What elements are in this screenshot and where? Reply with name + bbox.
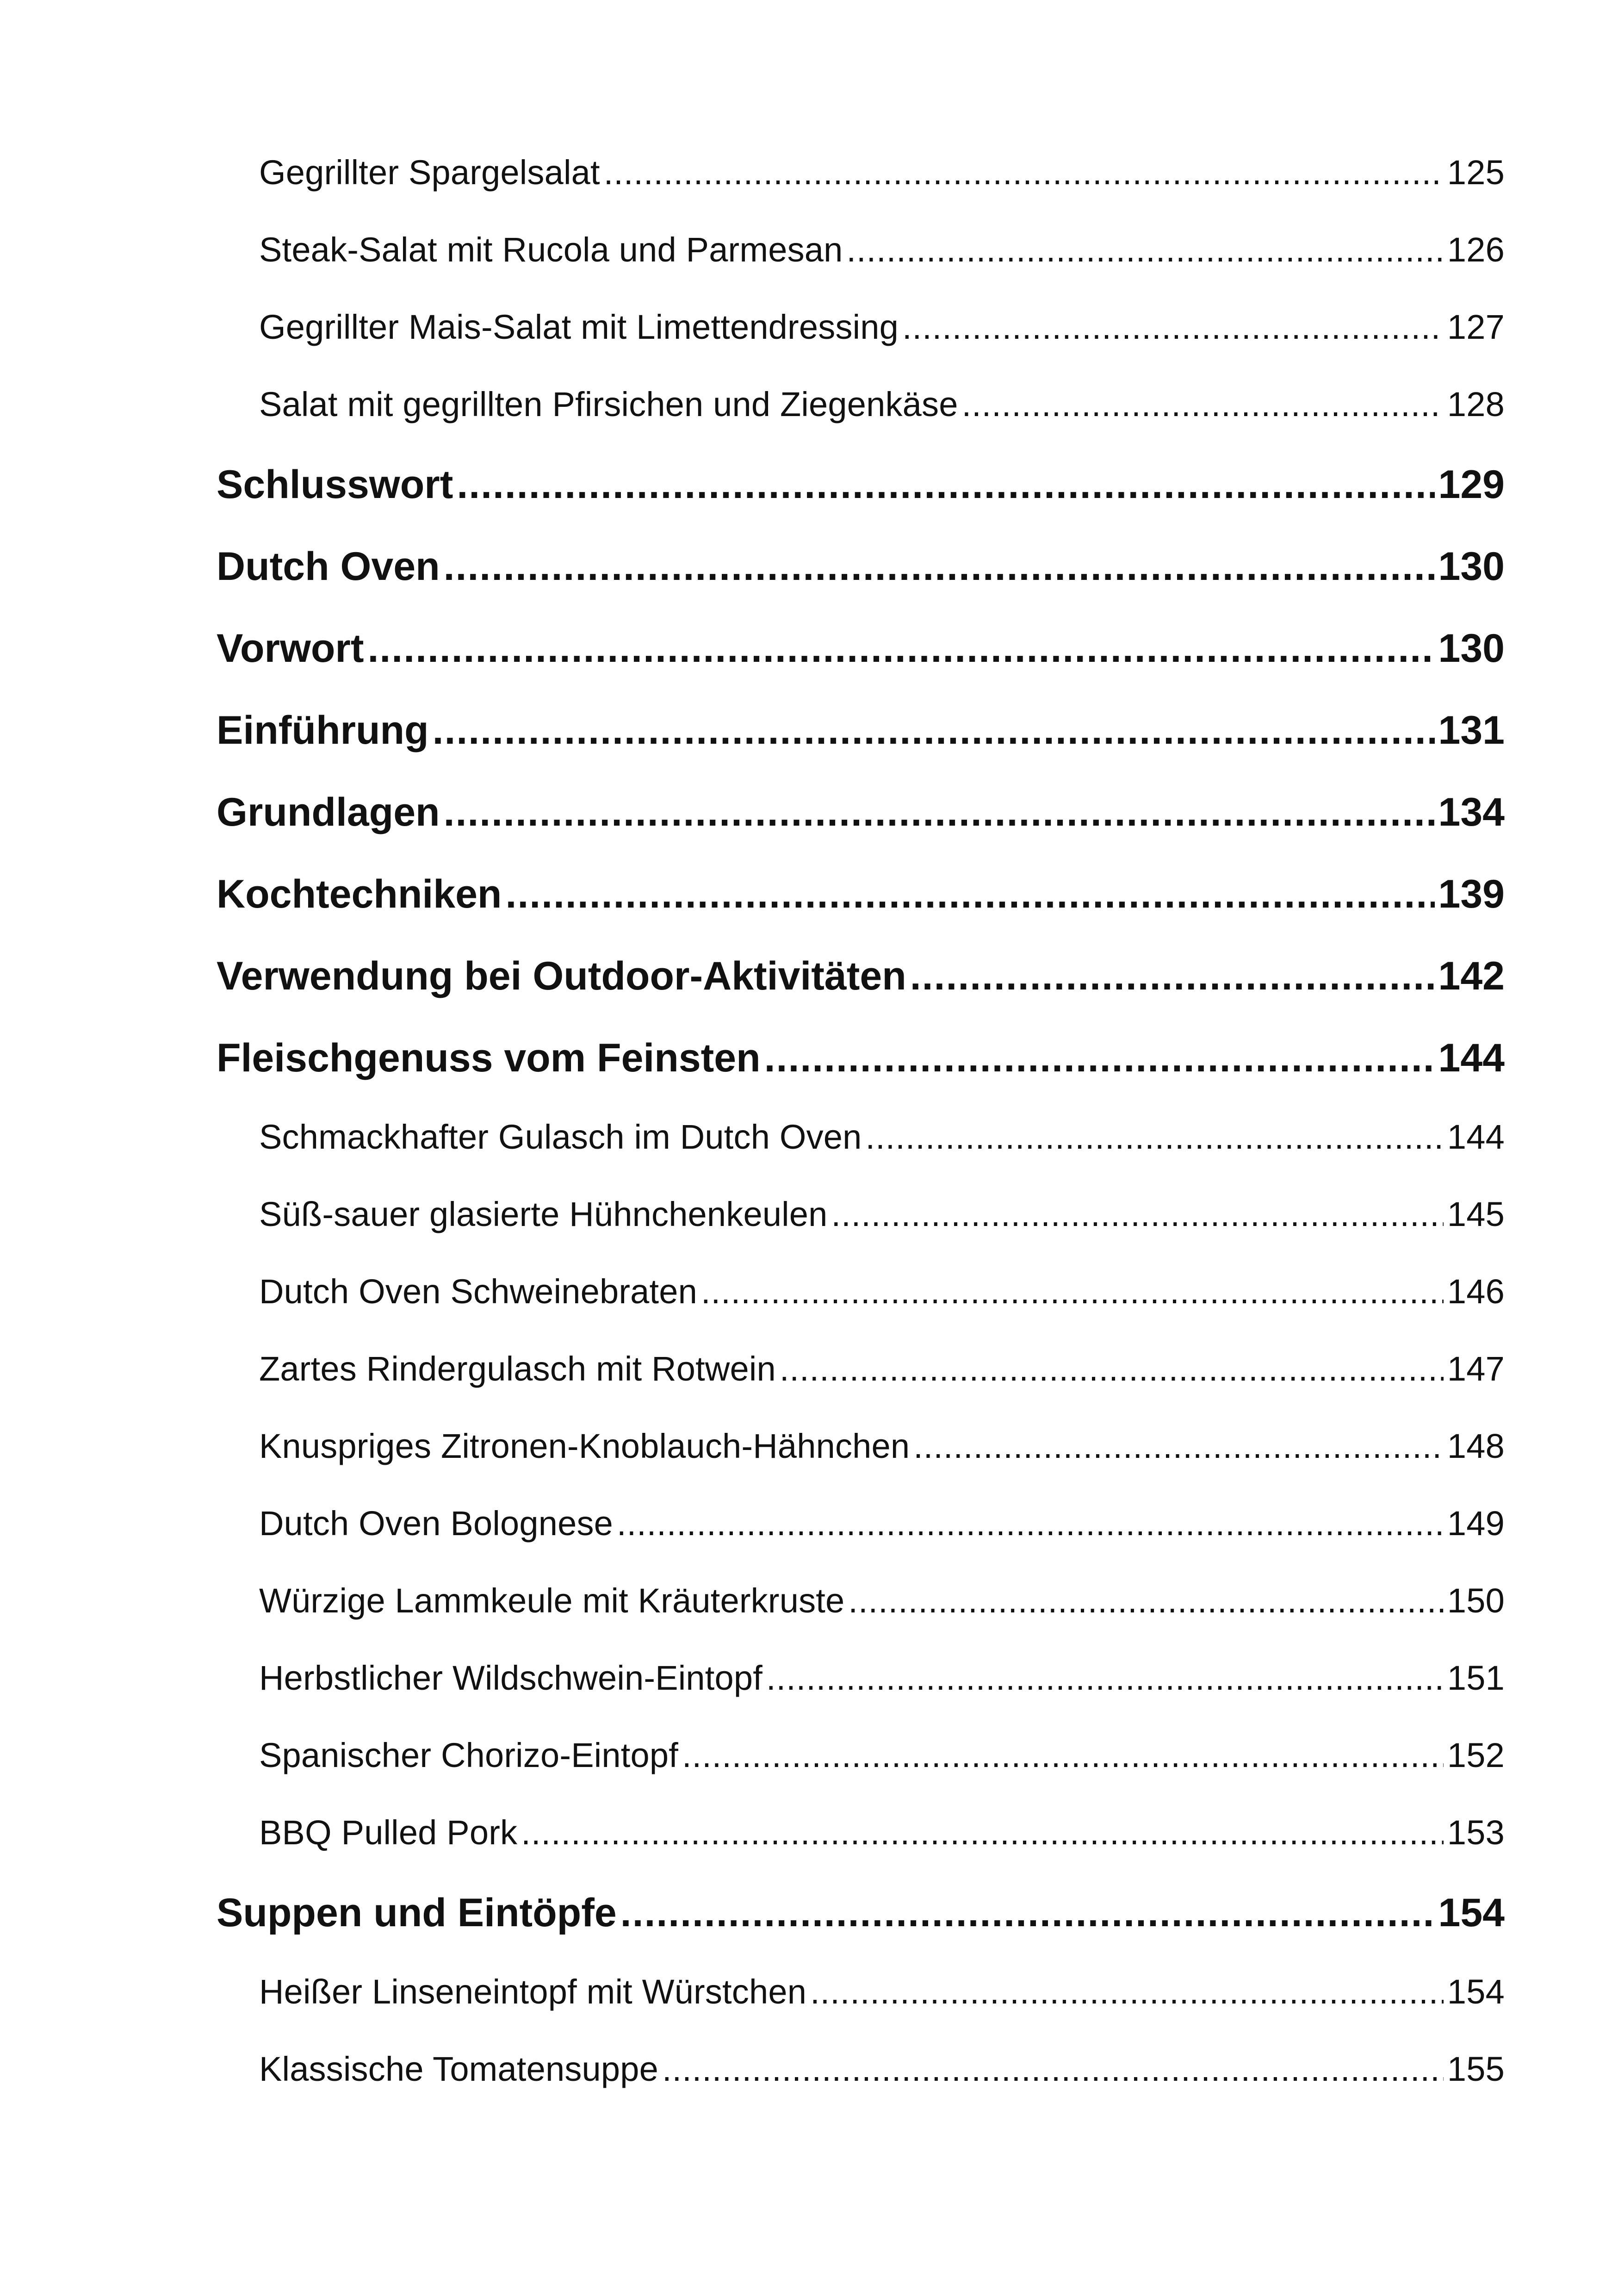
- toc-entry-title: Salat mit gegrillten Pfirsichen und Ziegenkäse: [259, 385, 958, 423]
- toc-dot-leader: [620, 1890, 1435, 1936]
- toc-entry-title: Würzige Lammkeule mit Kräuterkruste: [259, 1581, 845, 1620]
- toc-chapter-title: Fleischgenuss vom Feinsten: [217, 1036, 761, 1080]
- toc-dot-leader: [913, 1426, 1444, 1466]
- toc-chapter[interactable]: [217, 462, 1505, 544]
- toc-page-number: 145: [1447, 1195, 1505, 1233]
- toc-page-number: 134: [1438, 790, 1505, 834]
- toc-chapter-title: Kochtechniken: [217, 872, 502, 916]
- toc-chapter[interactable]: [217, 1035, 1505, 1117]
- toc-entry-title: Heißer Linseneintopf mit Würstchen: [259, 1972, 807, 2011]
- toc-dot-leader: [368, 626, 1435, 672]
- toc-dot-leader: [764, 1035, 1435, 1081]
- toc-entry[interactable]: [217, 1504, 1505, 1581]
- toc-entry-title: Zartes Rindergulasch mit Rotwein: [259, 1350, 776, 1388]
- toc-dot-leader: [617, 1504, 1444, 1543]
- toc-dot-leader: [682, 1736, 1444, 1775]
- toc-dot-leader: [831, 1195, 1444, 1234]
- toc-entry-title: Süß-sauer glasierte Hühnchenkeulen: [259, 1195, 828, 1233]
- toc-dot-leader: [847, 230, 1444, 269]
- toc-chapter-title: Dutch Oven: [217, 544, 440, 589]
- toc-entry[interactable]: [217, 385, 1505, 462]
- toc-entry[interactable]: [217, 1581, 1505, 1658]
- toc-entry[interactable]: [217, 1658, 1505, 1736]
- toc-chapter[interactable]: [217, 953, 1505, 1035]
- toc-page-number: 130: [1438, 626, 1505, 671]
- toc-entry-title: Dutch Oven Bolognese: [259, 1504, 614, 1543]
- toc-dot-leader: [866, 1117, 1444, 1157]
- toc-dot-leader: [457, 462, 1434, 508]
- toc-page-number: 153: [1447, 1813, 1505, 1852]
- toc-entry[interactable]: [217, 1736, 1505, 1813]
- toc-page-number: 129: [1438, 462, 1505, 507]
- toc-entry-title: Gegrillter Mais-Salat mit Limettendressing: [259, 308, 899, 346]
- toc-dot-leader: [433, 708, 1435, 753]
- toc-chapter[interactable]: [217, 871, 1505, 953]
- toc-entry-title: Schmackhafter Gulasch im Dutch Oven: [259, 1118, 862, 1156]
- toc-dot-leader: [701, 1272, 1444, 1311]
- toc-page-number: 150: [1447, 1581, 1505, 1620]
- toc-page-number: 149: [1447, 1504, 1505, 1543]
- toc-entry[interactable]: [217, 1272, 1505, 1349]
- toc-page-number: 127: [1447, 308, 1505, 346]
- toc-entry-title: Herbstlicher Wildschwein-Eintopf: [259, 1659, 763, 1697]
- toc-entry-title: Klassische Tomatensuppe: [259, 2050, 658, 2088]
- toc-page-number: 152: [1447, 1736, 1505, 1774]
- toc-entry[interactable]: [217, 153, 1505, 230]
- toc-page-number: 142: [1438, 954, 1505, 998]
- toc-entry-title: Spanischer Chorizo-Eintopf: [259, 1736, 678, 1774]
- table-of-contents: [217, 153, 1505, 2127]
- toc-chapter-title: Vorwort: [217, 626, 364, 671]
- toc-page-number: 126: [1447, 230, 1505, 269]
- toc-entry-title: Knuspriges Zitronen-Knoblauch-Hähnchen: [259, 1427, 910, 1465]
- toc-chapter[interactable]: [217, 790, 1505, 871]
- toc-chapter[interactable]: [217, 708, 1505, 790]
- toc-entry-title: BBQ Pulled Pork: [259, 1813, 518, 1852]
- toc-chapter[interactable]: [217, 544, 1505, 626]
- toc-chapter-title: Verwendung bei Outdoor-Aktivitäten: [217, 954, 906, 998]
- toc-chapter-title: Suppen und Eintöpfe: [217, 1891, 617, 1935]
- toc-page-number: 155: [1447, 2050, 1505, 2088]
- toc-entry[interactable]: [217, 307, 1505, 385]
- toc-dot-leader: [962, 385, 1444, 424]
- toc-page-number: 147: [1447, 1350, 1505, 1388]
- toc-page-number: 154: [1438, 1891, 1505, 1935]
- toc-entry[interactable]: [217, 1349, 1505, 1426]
- toc-chapter[interactable]: [217, 1890, 1505, 1972]
- toc-dot-leader: [810, 1972, 1444, 2011]
- toc-entry[interactable]: [217, 1426, 1505, 1504]
- toc-dot-leader: [444, 544, 1435, 590]
- toc-dot-leader: [444, 790, 1435, 835]
- toc-dot-leader: [766, 1658, 1444, 1698]
- toc-page-number: 130: [1438, 544, 1505, 589]
- toc-dot-leader: [910, 953, 1435, 999]
- toc-dot-leader: [521, 1813, 1444, 1852]
- toc-page-number: 144: [1447, 1118, 1505, 1156]
- toc-page-number: 148: [1447, 1427, 1505, 1465]
- toc-chapter-title: Grundlagen: [217, 790, 440, 834]
- toc-entry-title: Gegrillter Spargelsalat: [259, 153, 600, 192]
- toc-page-number: 128: [1447, 385, 1505, 423]
- toc-chapter-title: Schlusswort: [217, 462, 453, 507]
- toc-page-number: 144: [1438, 1036, 1505, 1080]
- toc-entry[interactable]: [217, 230, 1505, 307]
- toc-entry[interactable]: [217, 1813, 1505, 1890]
- toc-page-number: 154: [1447, 1972, 1505, 2011]
- toc-page-number: 146: [1447, 1272, 1505, 1311]
- toc-page-number: 125: [1447, 153, 1505, 192]
- toc-chapter[interactable]: [217, 626, 1505, 708]
- toc-entry[interactable]: [217, 2049, 1505, 2127]
- toc-entry-title: Steak-Salat mit Rucola und Parmesan: [259, 230, 843, 269]
- toc-page-number: 131: [1438, 708, 1505, 753]
- toc-dot-leader: [662, 2049, 1444, 2089]
- toc-dot-leader: [604, 153, 1444, 192]
- toc-entry[interactable]: [217, 1195, 1505, 1272]
- toc-page-number: 151: [1447, 1659, 1505, 1697]
- toc-page-number: 139: [1438, 872, 1505, 916]
- toc-dot-leader: [848, 1581, 1444, 1620]
- toc-chapter-title: Einführung: [217, 708, 429, 753]
- toc-entry-title: Dutch Oven Schweinebraten: [259, 1272, 697, 1311]
- toc-dot-leader: [505, 871, 1434, 917]
- toc-dot-leader: [780, 1349, 1444, 1388]
- toc-entry[interactable]: [217, 1117, 1505, 1195]
- toc-entry[interactable]: [217, 1972, 1505, 2049]
- toc-dot-leader: [902, 307, 1444, 347]
